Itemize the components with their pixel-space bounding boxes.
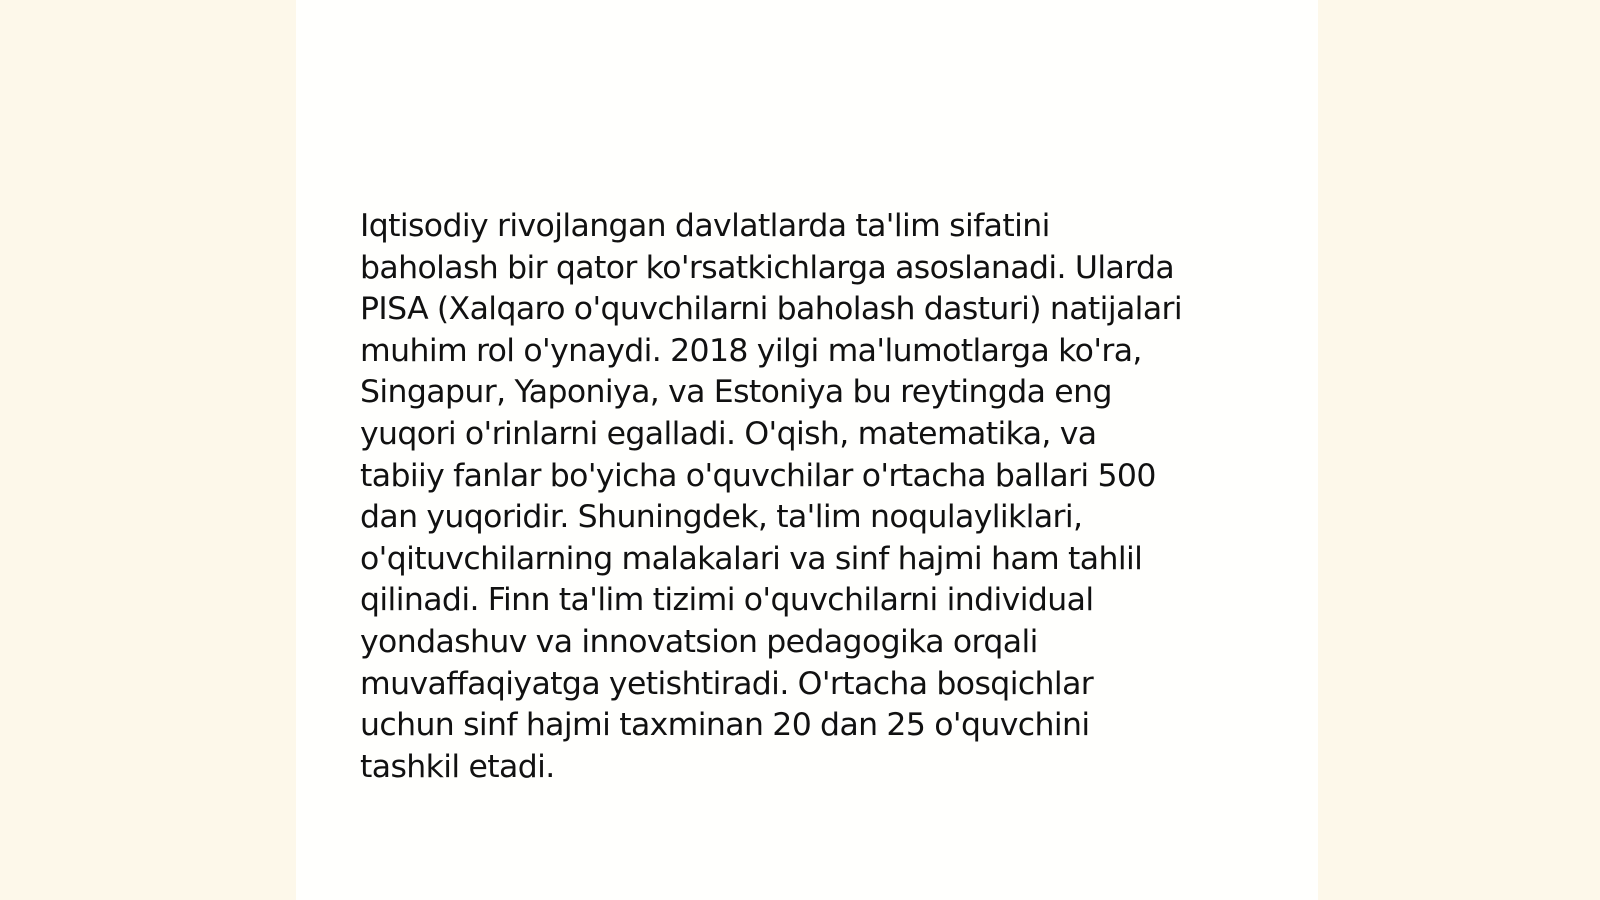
document-page [296, 0, 1318, 900]
body-paragraph: Iqtisodiy rivojlangan davlatlarda ta'lim sifatini baholash bir qator ko'rsatkichlarga asoslanadi. Ularda PISA (Xalqaro o'quvchilarni baholash dasturi) natijalari muhim rol o'ynaydi. 2018 yilgi ma'lumotlarga ko'ra, Singapur, Yaponiya, va Estoniya bu reytingda eng yuqori o'rinlarni egalladi. O'qish, matematika, va tabiiy fanlar bo'yicha o'quvchilar o'rtacha ballari 500 dan yuqoridir. Shuningdek, ta'lim noqulayliklari, o'qituvchilarning malakalari va sinf hajmi ham tahlil qilinadi. Finn ta'lim tizimi o'quvchilarni individual yondashuv va innovatsion pedagogika orqali muvaffaqiyatga yetishtiradi. O'rtacha bosqichlar uchun sinf hajmi taxminan 20 dan 25 o'quvchini tashkil etadi. [360, 208, 1183, 785]
